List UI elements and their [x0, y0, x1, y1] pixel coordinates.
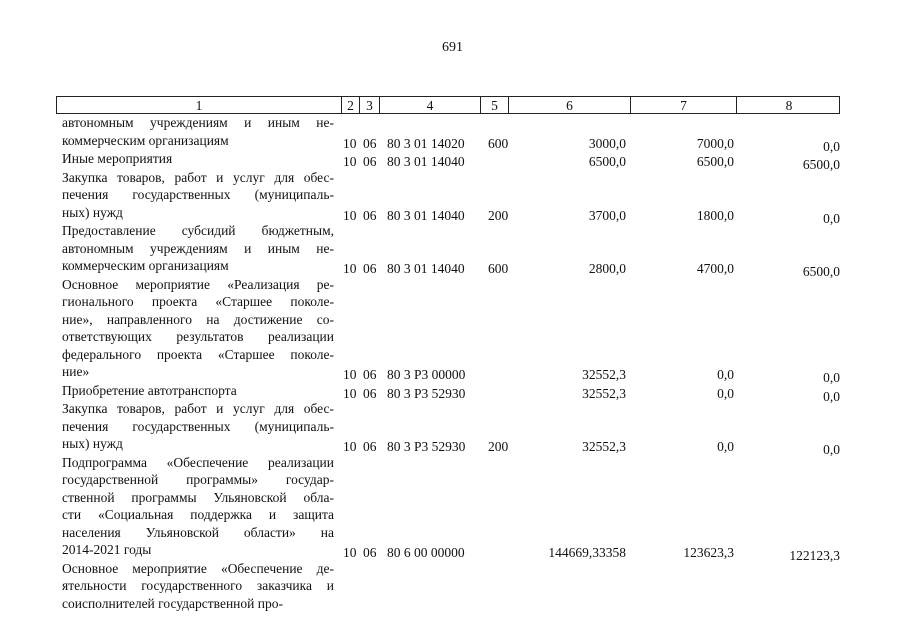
- description-line: Предоставление субсидий бюджетным,: [62, 223, 334, 238]
- amount-year-1: 32552,3: [582, 439, 626, 454]
- description-line: Основное мероприятие «Реализация ре-: [62, 276, 334, 292]
- description-line: автономным учреждениям и иным не-: [62, 115, 334, 130]
- header-col-5: 5: [481, 97, 509, 113]
- expense-type-code: 600: [488, 261, 509, 276]
- description-line: гионального проекта «Старшее поколе-: [62, 294, 334, 309]
- row-description: [62, 169, 334, 222]
- description-line: ответствующих результатов реализации: [62, 329, 334, 344]
- amount-year-1: 144669,33358: [548, 545, 626, 560]
- row-description: [62, 560, 334, 613]
- amount-year-3: 0,0: [823, 388, 840, 404]
- section-code: 10: [343, 439, 357, 454]
- target-article-code: 80 3 01 14040: [387, 207, 465, 223]
- target-article-code: 80 3 01 14020: [387, 135, 465, 151]
- description-line: Иные мероприятия: [62, 151, 173, 166]
- description-line: ных) нужд: [62, 436, 123, 451]
- description-line: Закупка товаров, работ и услуг для обес-: [62, 169, 334, 185]
- description-line: Приобретение автотранспорта: [62, 382, 237, 398]
- amount-year-2: 123623,3: [683, 545, 734, 560]
- amount-year-1: 32552,3: [582, 367, 626, 382]
- section-code: 10: [343, 385, 357, 401]
- subsection-code: 06: [363, 135, 377, 151]
- section-code: 10: [343, 545, 357, 560]
- amount-year-3: 0,0: [823, 138, 840, 154]
- expense-type-code: 200: [488, 439, 509, 454]
- amount-year-1: 3700,0: [588, 207, 626, 223]
- row-description: [62, 400, 334, 453]
- target-article-code: 80 3 P3 52930: [387, 439, 466, 454]
- target-article-code: 80 6 00 00000: [387, 545, 465, 560]
- target-article-code: 80 3 01 14040: [387, 154, 465, 169]
- amount-year-3: 0,0: [823, 210, 840, 226]
- amount-year-2: 7000,0: [696, 135, 734, 151]
- header-col-2: 2: [342, 97, 360, 113]
- description-line: автономным учреждениям и иным не-: [62, 240, 334, 256]
- subsection-code: 06: [363, 545, 377, 560]
- description-line: печения государственных (муниципаль-: [62, 187, 334, 202]
- subsection-code: 06: [363, 367, 377, 382]
- description-line: Основное мероприятие «Обеспечение де-: [62, 560, 334, 576]
- page-number: 691: [442, 40, 463, 55]
- row-description: [62, 150, 334, 168]
- table-header-row: [56, 96, 840, 114]
- amount-year-2: 6500,0: [696, 154, 734, 169]
- row-description: [62, 222, 334, 275]
- description-line: ние», направленного на достижение со-: [62, 311, 334, 327]
- description-line: ных) нужд: [62, 204, 123, 220]
- amount-year-3: 6500,0: [802, 157, 840, 172]
- header-col-6: 6: [509, 97, 631, 113]
- subsection-code: 06: [363, 154, 377, 169]
- section-code: 10: [343, 135, 357, 151]
- section-code: 10: [343, 207, 357, 223]
- amount-year-1: 6500,0: [588, 154, 626, 169]
- description-line: 2014-2021 годы: [62, 542, 152, 557]
- description-line: федерального проекта «Старшее поколе-: [62, 346, 334, 362]
- amount-year-1: 32552,3: [582, 385, 626, 401]
- section-code: 10: [343, 261, 357, 276]
- description-line: коммерческим организациям: [62, 132, 229, 148]
- amount-year-2: 4700,0: [696, 261, 734, 276]
- target-article-code: 80 3 P3 52930: [387, 385, 466, 401]
- row-description: [62, 382, 334, 400]
- expense-type-code: 200: [488, 207, 509, 223]
- description-line: Подпрограмма «Обеспечение реализации: [62, 454, 334, 470]
- amount-year-3: 0,0: [823, 370, 840, 385]
- description-line: населения Ульяновской области» на: [62, 524, 334, 540]
- description-line: ственной программы Ульяновской обла-: [62, 489, 334, 505]
- description-line: соисполнителей государственной про-: [62, 595, 283, 611]
- subsection-code: 06: [363, 385, 377, 401]
- row-description: [62, 276, 334, 381]
- description-line: коммерческим организациям: [62, 258, 229, 273]
- amount-year-3: 122123,3: [789, 548, 840, 563]
- description-line: печения государственных (муниципаль-: [62, 418, 334, 434]
- section-code: 10: [343, 154, 357, 169]
- description-line: ятельности государственного заказчика и: [62, 578, 334, 593]
- header-col-1: 1: [57, 97, 342, 113]
- row-description: [62, 454, 334, 559]
- amount-year-1: 2800,0: [588, 261, 626, 276]
- header-col-3: 3: [360, 97, 380, 113]
- description-line: ние»: [62, 364, 90, 379]
- subsection-code: 06: [363, 439, 377, 454]
- amount-year-2: 0,0: [717, 367, 734, 382]
- header-col-7: 7: [631, 97, 737, 113]
- amount-year-2: 0,0: [717, 385, 734, 401]
- description-line: государственной программы» государ-: [62, 472, 334, 487]
- amount-year-3: 0,0: [823, 442, 840, 457]
- target-article-code: 80 3 01 14040: [387, 261, 465, 276]
- section-code: 10: [343, 367, 357, 382]
- subsection-code: 06: [363, 207, 377, 223]
- description-line: сти «Социальная поддержка и защита: [62, 507, 334, 522]
- amount-year-2: 0,0: [717, 439, 734, 454]
- description-line: Закупка товаров, работ и услуг для обес-: [62, 401, 334, 416]
- expense-type-code: 600: [488, 135, 509, 151]
- row-description: [62, 114, 334, 149]
- amount-year-2: 1800,0: [696, 207, 734, 223]
- header-col-8: 8: [785, 98, 793, 113]
- header-col-4: 4: [380, 97, 481, 113]
- subsection-code: 06: [363, 261, 377, 276]
- amount-year-3: 6500,0: [802, 264, 840, 279]
- amount-year-1: 3000,0: [588, 135, 626, 151]
- target-article-code: 80 3 P3 00000: [387, 367, 466, 382]
